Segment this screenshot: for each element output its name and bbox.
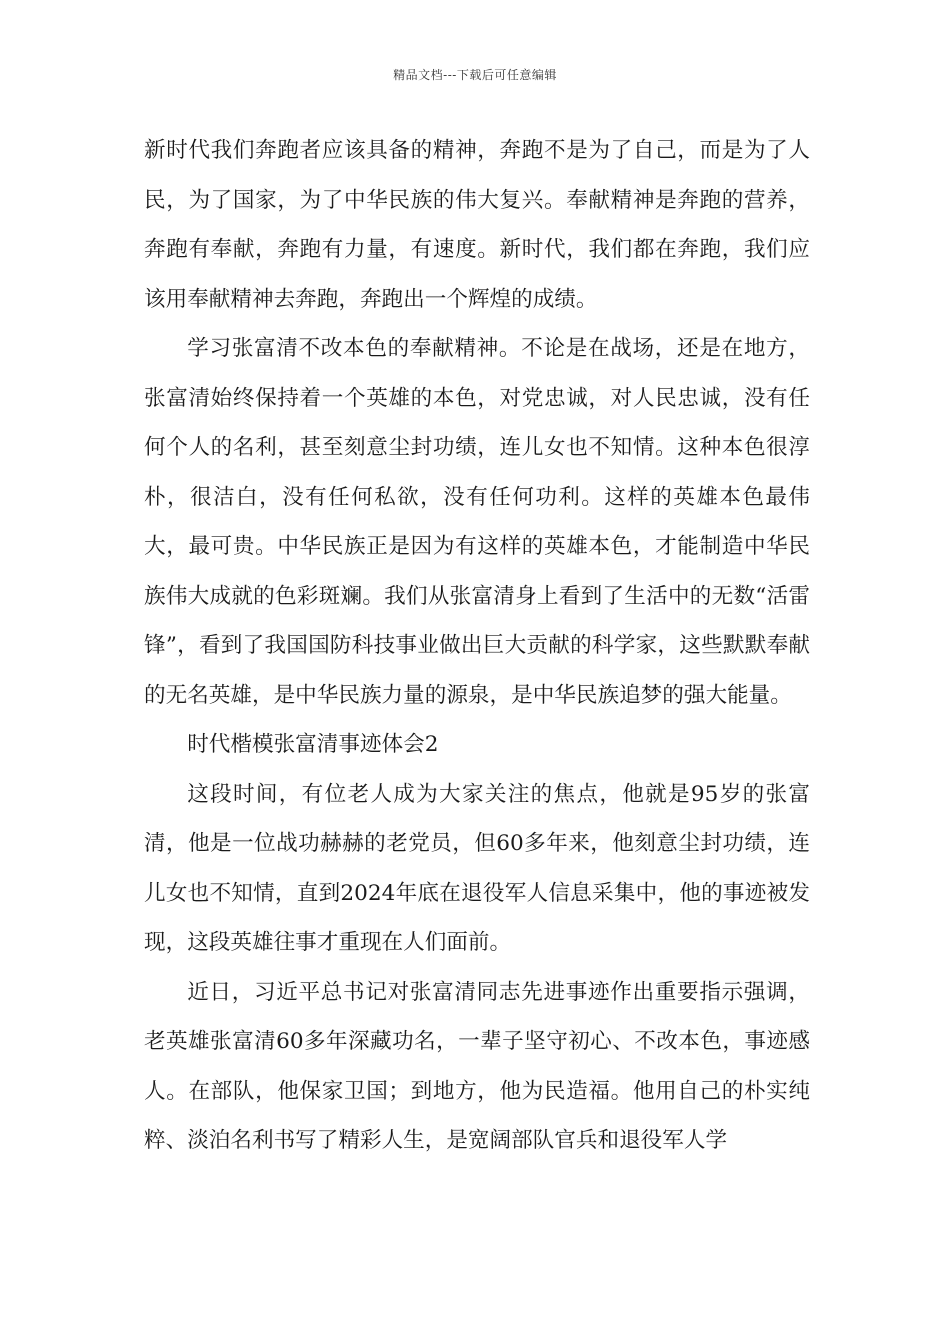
- paragraph-instructions: 近日，习近平总书记对张富清同志先进事迹作出重要指示强调，老英雄张富清60多年深藏功名，一辈子坚守初心、不改本色，事迹感人。在部队，他保家卫国；到地方，他为民造福。他用自己的朴实纯粹、淡泊名利书写了精彩人生，是宽阔部队官兵和退役军人学: [144, 979, 810, 1153]
- page-header: 精品文档---下载后可任意编辑: [393, 68, 557, 82]
- section-heading: 时代楷模张富清事迹体会2: [187, 732, 439, 757]
- document-body: [144, 126, 810, 1166]
- paragraph-dedication-spirit: 学习张富清不改本色的奉献精神。不论是在战场，还是在地方，张富清始终保持着一个英雄的本色，对党忠诚，对人民忠诚，没有任何个人的名利，甚至刻意尘封功绩，连儿女也不知情。这种本色很淳朴，很洁白，没有任何私欲，没有任何功利。这样的英雄本色最伟大，最可贵。中华民族正是因为有这样的英雄本色，才能制造中华民族伟大成就的色彩斑斓。我们从张富清身上看到了生活中的无数“活雷锋”，看到了我国国防科技事业做出巨大贡献的科学家，这些默默奉献的无名英雄，是中华民族力量的源泉，是中华民族追梦的强大能量。: [144, 336, 810, 708]
- paragraph-recent-focus: 这段时间，有位老人成为大家关注的焦点，他就是95岁的张富清，他是一位战功赫赫的老党员，但60多年来，他刻意尘封功绩，连儿女也不知情，直到2024年底在退役军人信息采集中，他的事迹被发现，这段英雄往事才重现在人们面前。: [144, 781, 810, 955]
- paragraph-continuation: 新时代我们奔跑者应该具备的精神，奔跑不是为了自己，而是为了人民，为了国家，为了中华民族的伟大复兴。奉献精神是奔跑的营养，奔跑有奉献，奔跑有力量，有速度。新时代，我们都在奔跑，我们应该用奉献精神去奔跑，奔跑出一个辉煌的成绩。: [144, 138, 810, 312]
